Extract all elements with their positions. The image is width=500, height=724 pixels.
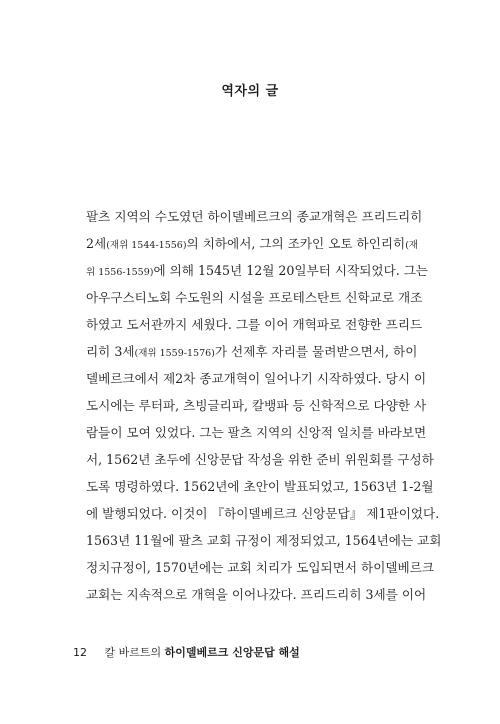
reign-note: (재위 1544-1556) xyxy=(106,240,187,251)
reign-note: (재위 1559-1576) xyxy=(134,348,215,359)
text-line xyxy=(86,581,427,608)
text-segment: 서, 1562년 초두에 신앙문답 작성을 위한 준비 위원회를 구성하 xyxy=(86,452,434,467)
text-segment: 1563년 11월에 팔츠 교회 규정이 제정되었고, 1564년에는 교회 xyxy=(86,533,442,548)
text-segment: 2세 xyxy=(86,236,107,251)
text-segment: 팔츠 지역의 수도였던 하이델베르크의 종교개혁은 프리드리히 xyxy=(86,209,423,224)
text-line xyxy=(86,284,423,311)
book-title: 하이델베르크 신앙문답 해설 xyxy=(164,646,300,659)
book-title-prefix: 칼 바르트의 xyxy=(104,646,165,659)
text-segment: 하였고 도서관까지 세웠다. 그를 이어 개혁파로 전향한 프리드 xyxy=(86,317,423,332)
text-line xyxy=(86,473,434,500)
body-text xyxy=(86,203,442,608)
text-segment: 정치규정이, 1570년에는 교회 치리가 도입되면서 하이델베르크 xyxy=(86,560,435,575)
text-line xyxy=(86,203,423,230)
reign-note: 위 1556-1559) xyxy=(86,267,154,278)
text-line xyxy=(86,527,442,554)
text-line xyxy=(86,419,427,446)
text-line xyxy=(86,257,429,284)
text-line xyxy=(86,338,418,365)
text-segment: 도록 명령하였다. 1562년에 초안이 발표되었고, 1563년 1-2월 xyxy=(86,479,434,494)
text-segment: 리히 3세 xyxy=(86,344,135,359)
text-segment: 에 의해 1545년 12월 20일부터 시작되었다. 그는 xyxy=(153,263,429,278)
text-segment: 가 선제후 자리를 물려받으면서, 하이 xyxy=(214,344,418,359)
text-line xyxy=(86,311,423,338)
text-line xyxy=(86,446,434,473)
text-line xyxy=(86,554,435,581)
text-segment: 도시에는 루터파, 츠빙글리파, 칼뱅파 등 신학적으로 다양한 사 xyxy=(86,398,427,413)
text-line xyxy=(86,230,419,257)
text-segment: 델베르크에서 제2차 종교개혁이 일어나기 시작하였다. 당시 이 xyxy=(86,371,427,386)
text-segment: 교회는 지속적으로 개혁을 이어나갔다. 프리드리히 3세를 이어 xyxy=(86,587,427,602)
page-title: 역자의 글 xyxy=(221,84,279,99)
page-number: 12 xyxy=(73,646,87,659)
running-footer xyxy=(73,644,300,660)
text-line xyxy=(86,500,440,527)
text-segment: 람들이 모여 있었다. 그는 팔츠 지역의 신앙적 일치를 바라보면 xyxy=(86,425,427,440)
text-segment: 에 발행되었다. 이것이 『하이델베르크 신앙문답』 제1판이었다. xyxy=(86,506,440,521)
text-segment: 의 치하에서, 그의 조카인 오토 하인리히 xyxy=(186,236,406,251)
reign-note: (재 xyxy=(405,240,419,251)
text-segment: 아우구스티노회 수도원의 시설을 프로테스탄트 신학교로 개조 xyxy=(86,290,423,305)
text-line xyxy=(86,365,427,392)
text-line xyxy=(86,392,427,419)
